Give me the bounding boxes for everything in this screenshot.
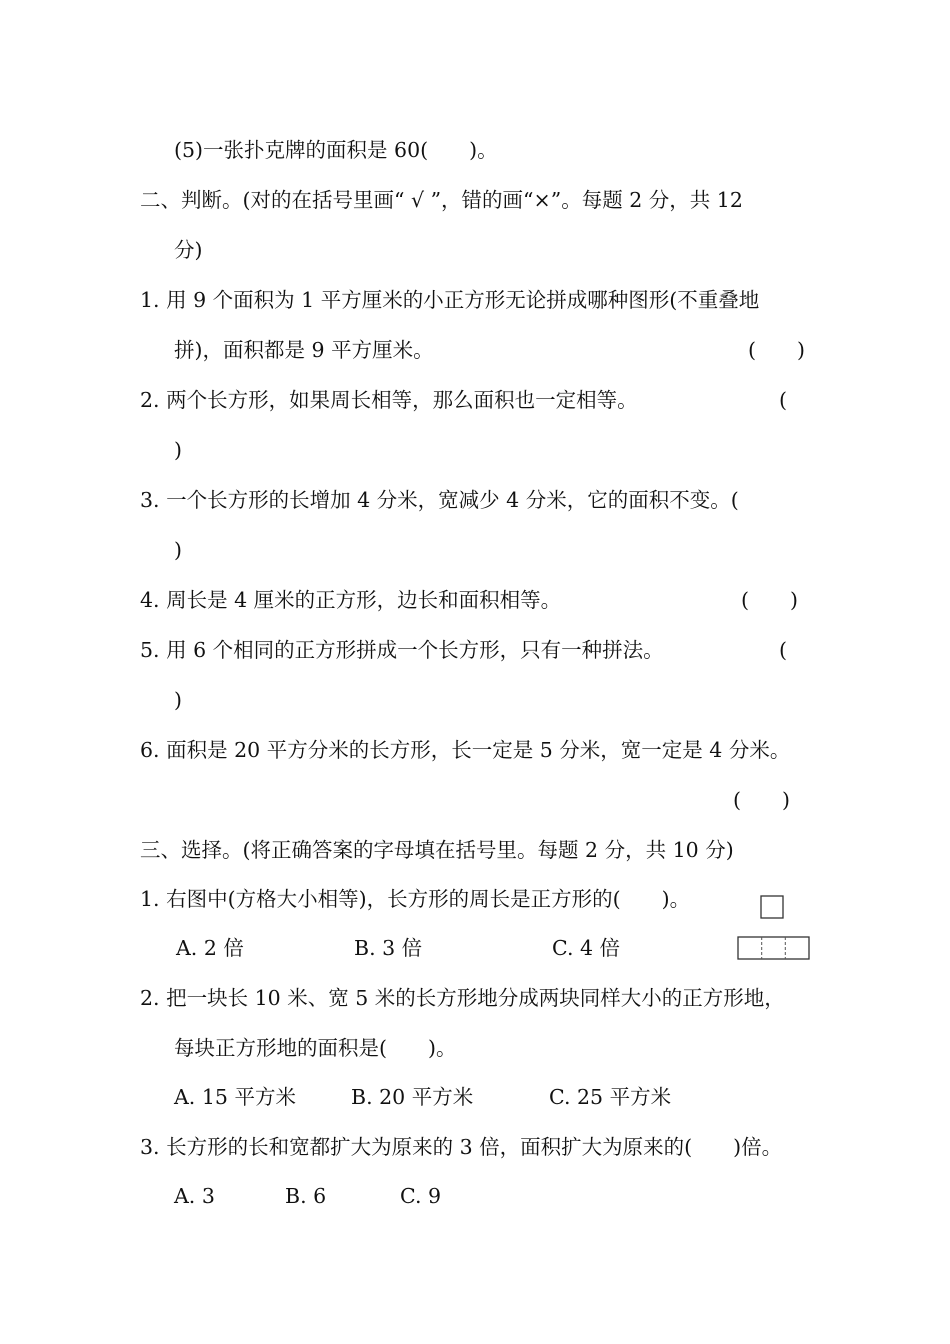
choice-q1-option-b[interactable]: B. 3 倍 bbox=[354, 936, 423, 960]
judge-q1-text-cont: 拼)，面积都是 9 平方厘米。 bbox=[174, 338, 434, 362]
choice-q2-option-c[interactable]: C. 25 平方米 bbox=[549, 1085, 672, 1109]
choice-q1-option-a[interactable]: A. 2 倍 bbox=[176, 936, 244, 960]
judge-q4-answer-bracket[interactable]: ( ) bbox=[741, 588, 798, 612]
judge-q4-text: 4. 周长是 4 厘米的正方形，边长和面积相等。 bbox=[140, 588, 562, 612]
judge-q1-text: 1. 用 9 个面积为 1 平方厘米的小正方形无论拼成哪种图形(不重叠地 bbox=[140, 288, 760, 312]
judge-q1-answer-bracket[interactable]: ( ) bbox=[748, 338, 805, 362]
figure-square bbox=[761, 896, 783, 918]
choice-q3-option-c[interactable]: C. 9 bbox=[400, 1184, 442, 1208]
question-5-text: (5)一张扑克牌的面积是 60( )。 bbox=[174, 138, 498, 162]
section-3-heading: 三、选择。(将正确答案的字母填在括号里。每题 2 分，共 10 分) bbox=[140, 838, 734, 862]
judge-q6-answer-bracket[interactable]: ( ) bbox=[733, 788, 790, 812]
judge-q5-answer-bracket-open[interactable]: ( bbox=[779, 638, 787, 662]
figure-rectangle bbox=[738, 937, 809, 959]
judge-q5-answer-bracket-close: ) bbox=[174, 688, 182, 712]
square-rectangle-figure bbox=[736, 894, 812, 962]
choice-q3-text: 3. 长方形的长和宽都扩大为原来的 3 倍，面积扩大为原来的( )倍。 bbox=[140, 1135, 783, 1159]
choice-q3-option-a[interactable]: A. 3 bbox=[174, 1184, 215, 1208]
choice-q2-option-a[interactable]: A. 15 平方米 bbox=[174, 1085, 296, 1109]
section-2-heading: 二、判断。(对的在括号里画“ √ ”，错的画“×”。每题 2 分，共 12 bbox=[140, 188, 743, 212]
judge-q6-text: 6. 面积是 20 平方分米的长方形，长一定是 5 分米，宽一定是 4 分米。 bbox=[140, 738, 791, 762]
choice-q3-option-b[interactable]: B. 6 bbox=[285, 1184, 327, 1208]
judge-q2-text: 2. 两个长方形，如果周长相等，那么面积也一定相等。 bbox=[140, 388, 638, 412]
choice-q1-option-c[interactable]: C. 4 倍 bbox=[552, 936, 621, 960]
choice-q1-text: 1. 右图中(方格大小相等)，长方形的周长是正方形的( )。 bbox=[140, 887, 691, 911]
judge-q2-answer-bracket-close: ) bbox=[174, 438, 182, 462]
judge-q3-text: 3. 一个长方形的长增加 4 分米，宽减少 4 分米，它的面积不变。( bbox=[140, 488, 739, 512]
choice-q2-option-b[interactable]: B. 20 平方米 bbox=[351, 1085, 474, 1109]
judge-q2-answer-bracket-open[interactable]: ( bbox=[779, 388, 787, 412]
section-2-heading-cont: 分) bbox=[174, 238, 203, 262]
judge-q3-answer-bracket-close: ) bbox=[174, 538, 182, 562]
judge-q5-text: 5. 用 6 个相同的正方形拼成一个长方形，只有一种拼法。 bbox=[140, 638, 664, 662]
choice-q2-text: 2. 把一块长 10 米、宽 5 米的长方形地分成两块同样大小的正方形地， bbox=[140, 986, 785, 1010]
choice-q2-text-cont: 每块正方形地的面积是( )。 bbox=[174, 1036, 457, 1060]
